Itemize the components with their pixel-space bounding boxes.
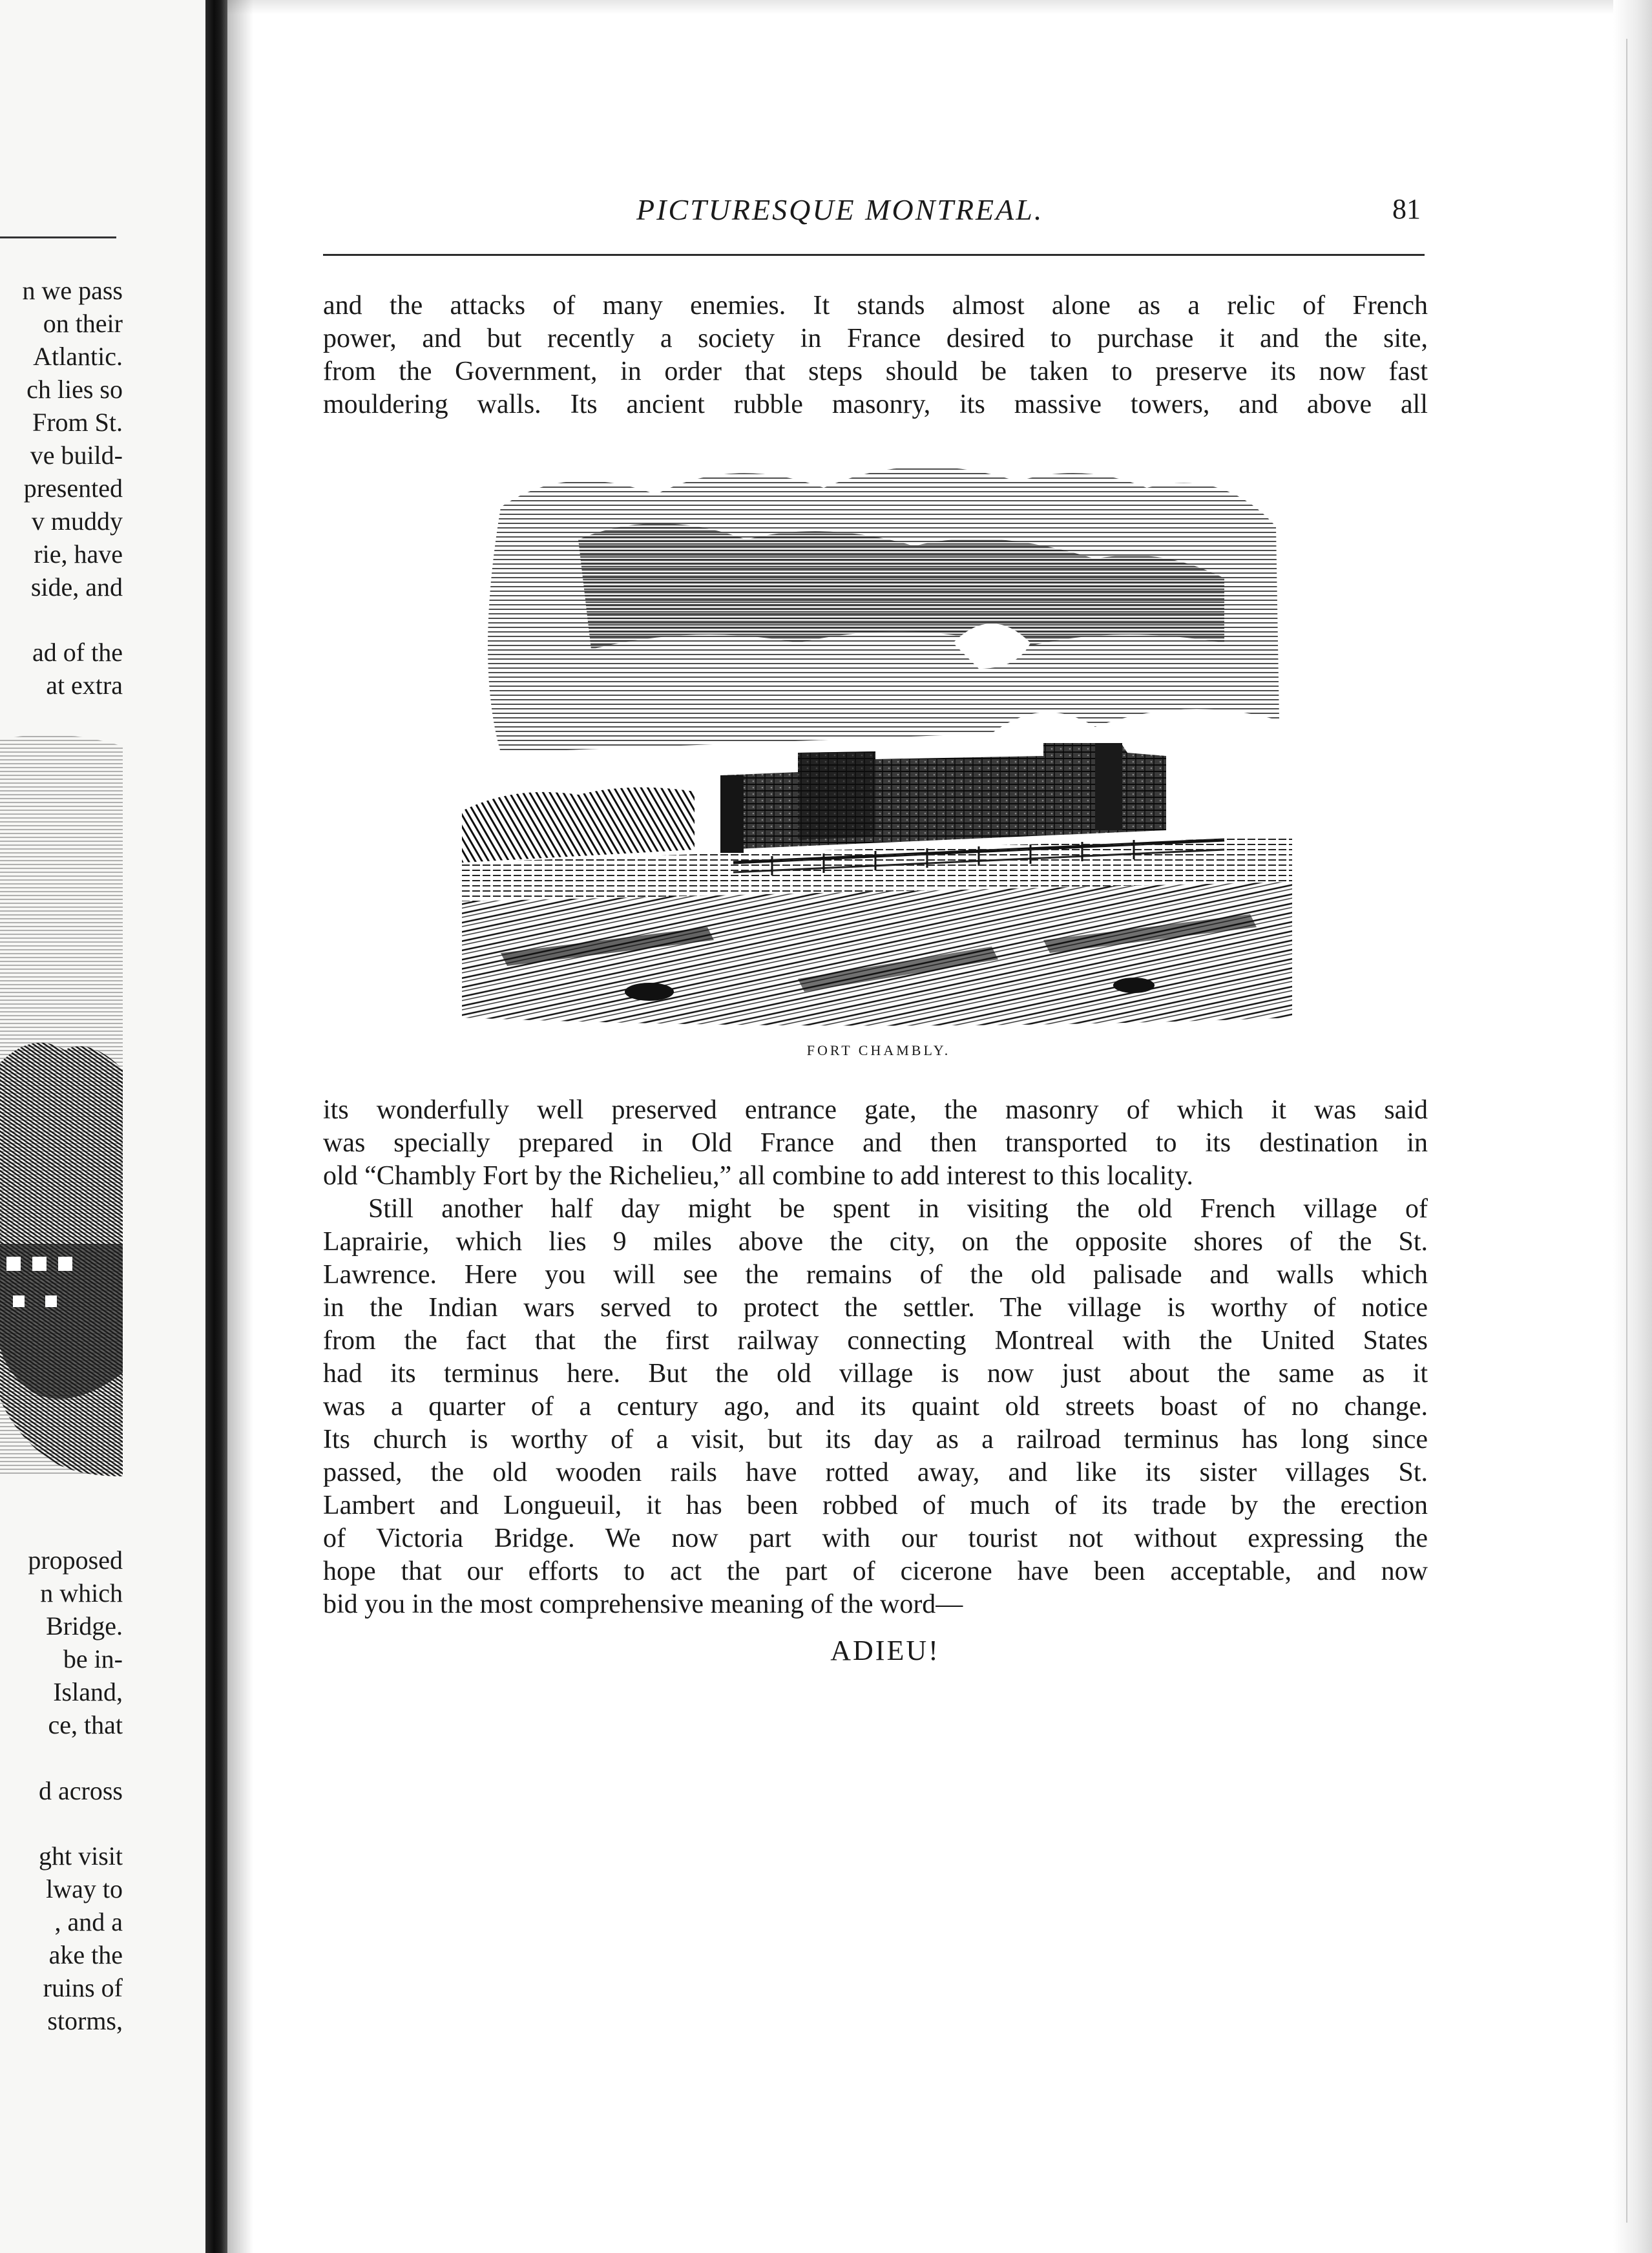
text-line: Lambert and Longueuil, it has been robbed of much of its trade by the erection <box>323 1491 1428 1520</box>
left-page-rule <box>0 236 116 238</box>
text-line: its wonderfully well preserved entrance gate, the masonry of which it was said <box>323 1095 1428 1125</box>
text-line: from the fact that the first railway connecting Montreal with the United States <box>323 1326 1428 1356</box>
left-line: Island, <box>53 1677 123 1706</box>
closing-word: ADIEU! <box>830 1635 940 1666</box>
text-line: had its terminus here. But the old village is now just about the same as it <box>323 1359 1428 1388</box>
left-line: ake the <box>48 1940 123 1969</box>
running-head: PICTURESQUE MONTREAL. <box>636 193 1044 226</box>
text-line: passed, the old wooden rails have rotted away, and like its sister villages St. <box>323 1458 1428 1487</box>
text-line: bid you in the most comprehensive meaning of the word— <box>323 1589 963 1619</box>
paragraph-laprairie <box>323 1193 1428 1621</box>
left-line: d across <box>39 1776 123 1805</box>
left-line: n which <box>40 1578 123 1608</box>
left-line: ce, that <box>48 1710 123 1739</box>
text-line: mouldering walls. Its ancient rubble masonry, its massive towers, and above all <box>323 390 1428 419</box>
paragraph-top <box>323 289 1428 421</box>
right-edge-line <box>1626 39 1627 2223</box>
left-line: ruins of <box>43 1973 123 2002</box>
left-line: on their <box>43 309 123 338</box>
left-line: Bridge. <box>46 1611 123 1640</box>
text-line: Its church is worthy of a visit, but its day as a railroad terminus has long since <box>323 1425 1428 1454</box>
left-line: be in- <box>63 1644 123 1673</box>
left-line: ght visit <box>38 1841 123 1871</box>
book-gutter <box>205 0 227 2253</box>
top-page-edge <box>227 0 1652 14</box>
left-line: presented <box>23 474 123 503</box>
text-line: Laprairie, which lies 9 miles above the city, on the opposite shores of the St. <box>323 1227 1428 1257</box>
left-line: Atlantic. <box>33 342 123 371</box>
text-line: was a quarter of a century ago, and its quaint old streets boast of no change. <box>323 1392 1428 1421</box>
left-line: ch lies so <box>26 375 123 404</box>
left-line: n we pass <box>22 276 123 305</box>
text-line: of Victoria Bridge. We now part with our tourist not without expressing the <box>323 1524 1428 1553</box>
left-line: lway to <box>46 1874 123 1903</box>
left-line: at extra <box>46 671 123 700</box>
left-line: From St. <box>32 408 123 437</box>
gutter-shadow <box>227 0 253 2253</box>
illustration-caption: FORT CHAMBLY. <box>806 1042 951 1058</box>
fort-engraving-icon <box>462 449 1292 1031</box>
paragraph-after-illustration <box>323 1094 1428 1193</box>
left-line: side, and <box>30 572 123 602</box>
right-page-edge <box>1613 0 1652 2253</box>
text-line: in the Indian wars served to protect the settler. The village is worthy of notice <box>323 1293 1428 1323</box>
left-line: storms, <box>47 2006 123 2035</box>
text-line: from the Government, in order that steps should be taken to preserve its now fast <box>323 357 1428 386</box>
left-line: ve build- <box>30 441 123 470</box>
text-line: old “Chambly Fort by the Richelieu,” all combine to add interest to this locality. <box>323 1161 1193 1191</box>
left-page <box>0 0 207 2253</box>
left-line: ad of the <box>32 638 123 667</box>
page-number: 81 <box>1392 193 1421 225</box>
text-line: Still another half day might be spent in visiting the old French village of <box>368 1194 1428 1224</box>
text-line: hope that our efforts to act the part of cicerone have been acceptable, and now <box>323 1556 1428 1586</box>
text-line: power, and but recently a society in France desired to purchase it and the site, <box>323 324 1428 353</box>
text-line: and the attacks of many enemies. It stands almost alone as a relic of French <box>323 291 1428 320</box>
text-line: was specially prepared in Old France and then transported to its destination in <box>323 1128 1428 1158</box>
left-page-engraving-icon <box>0 727 123 1476</box>
left-line: v muddy <box>31 507 123 536</box>
header-rule <box>323 254 1425 256</box>
left-line: rie, have <box>34 540 123 569</box>
left-line: , and a <box>54 1907 123 1936</box>
left-line: proposed <box>28 1546 123 1575</box>
text-line: Lawrence. Here you will see the remains of the old palisade and walls which <box>323 1260 1428 1290</box>
